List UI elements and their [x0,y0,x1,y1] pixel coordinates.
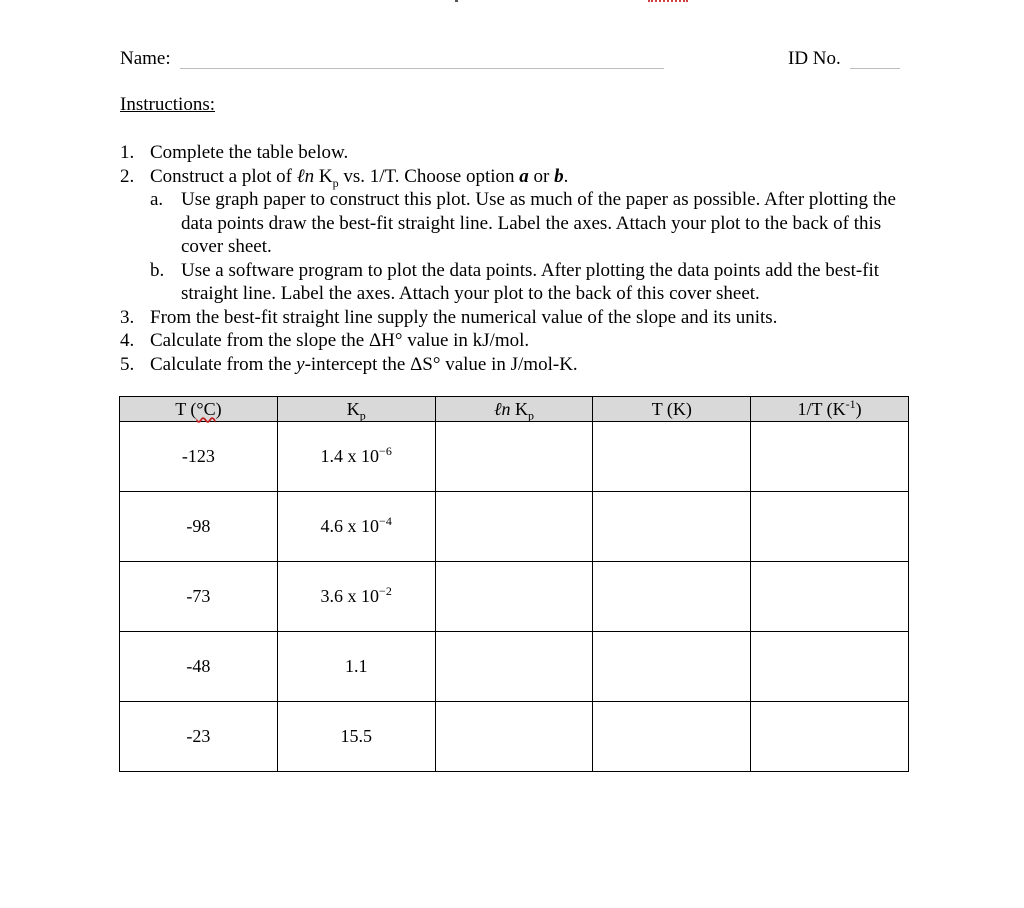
instruction-subitem [150,188,920,259]
cell-kp: 1.4 x $10^{-6}$ [277,422,435,492]
instruction-subitem [150,259,920,306]
col-header-t-celsius: T (°C) [120,397,278,422]
col-header-t-kelvin: T (K) [593,397,751,422]
cell-t-celsius: -73 [120,562,278,632]
id-label: ID No. [788,48,841,69]
instruction-text: Complete the table below. [150,142,349,163]
subitem-text: Use graph paper to construct this plot. Use as much of the paper as possible. After plotting the data points draw the best-fit straight line. Label the axes. Attach your plot to the back of this cover sheet. [181,189,896,257]
cell-ln-kp[interactable] [435,492,593,562]
subitem-text: Use a software program to plot the data points. After plotting the data points add the best-fit straight line. Label the axes. Attach your plot to the back of this cover sheet. [181,259,880,304]
cell-inverse-t[interactable] [751,492,909,562]
cell-ln-kp[interactable] [435,632,593,702]
instruction-item [120,329,920,353]
cell-inverse-t[interactable] [751,702,909,772]
table-header-row [120,397,909,422]
cell-inverse-t[interactable] [751,632,909,702]
cell-kp: 15.5 [277,702,435,772]
top-dash-mark [455,0,458,2]
cell-t-celsius: -48 [120,632,278,702]
instruction-text: Construct a plot of ℓn $K_p$ vs. 1/T. Choose option a or b. [150,165,569,190]
cell-t-kelvin[interactable] [593,422,751,492]
cell-t-celsius: -98 [120,492,278,562]
table-row [120,632,909,702]
cell-ln-kp[interactable] [435,422,593,492]
table-row [120,422,909,492]
instruction-item [120,165,920,189]
cell-t-kelvin[interactable] [593,632,751,702]
cell-ln-kp[interactable] [435,702,593,772]
instruction-item [120,353,920,377]
instruction-number: 2. [120,165,135,187]
subitem-letter: a. [150,189,164,210]
cell-t-celsius: -23 [120,702,278,772]
data-table [119,396,909,772]
cell-ln-kp[interactable] [435,562,593,632]
cell-kp: 4.6 x $10^{-4}$ [277,492,435,562]
cell-t-kelvin[interactable] [593,562,751,632]
instructions-heading: Instructions: [120,94,215,115]
instructions-list [120,141,920,376]
name-label: Name: [120,48,171,69]
cell-t-kelvin[interactable] [593,702,751,772]
instruction-number: 5. [120,353,135,375]
instruction-number: 3. [120,306,135,328]
instruction-text: Calculate from the y-intercept the ΔS° value in J/mol-K. [150,353,578,375]
name-field[interactable] [180,68,664,69]
instruction-item [120,141,920,165]
table-row [120,562,909,632]
cell-inverse-t[interactable] [751,422,909,492]
table-row [120,702,909,772]
id-field[interactable] [850,68,900,69]
table-row [120,492,909,562]
instruction-number: 4. [120,330,135,351]
col-header-inverse-t: 1/T $(K^{-1})$ [751,397,909,422]
cell-t-kelvin[interactable] [593,492,751,562]
top-edge-marks [0,0,1024,6]
col-header-kp: $K_p$ [277,397,435,422]
top-spellcheck-mark [648,0,688,2]
cell-t-celsius: -123 [120,422,278,492]
student-info-header [120,48,910,72]
instruction-item [120,306,920,330]
cell-kp: 3.6 x $10^{-2}$ [277,562,435,632]
cell-kp: 1.1 [277,632,435,702]
col-header-ln-kp: ℓn $K_p$ [435,397,593,422]
instruction-number: 1. [120,142,135,163]
instruction-text: From the best-fit straight line supply the numerical value of the slope and its units. [150,306,778,328]
subitem-letter: b. [150,259,165,281]
instruction-text: Calculate from the slope the ΔH° value in kJ/mol. [150,330,530,351]
cell-inverse-t[interactable] [751,562,909,632]
